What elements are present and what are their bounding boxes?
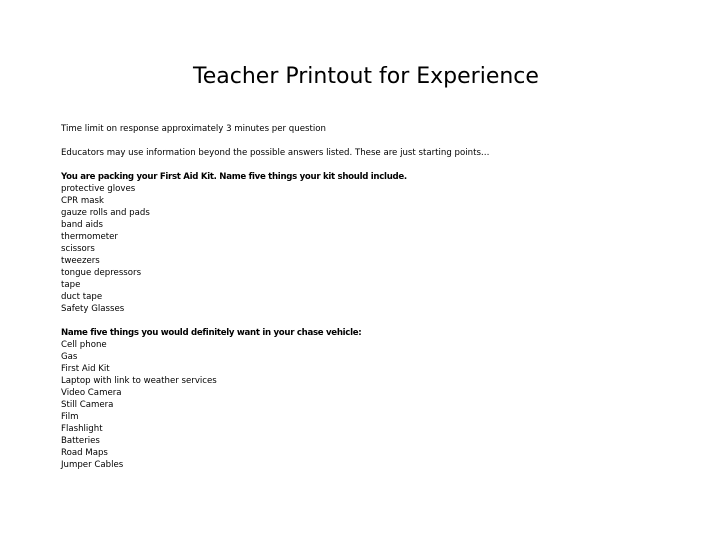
spacer [61, 159, 681, 171]
question-block-chase-vehicle [61, 327, 681, 471]
answer-item: Safety Glasses [61, 304, 125, 314]
answer-item: Batteries [61, 436, 100, 446]
answer-item: CPR mask [61, 196, 104, 206]
page-title: Teacher Printout for Experience [193, 64, 539, 89]
time-limit-text: Time limit on response approximately 3 minutes per question [61, 124, 326, 134]
answer-item: Road Maps [61, 448, 108, 458]
answer-item: Film [61, 412, 79, 422]
answer-item: protective gloves [61, 184, 136, 194]
answer-item: Laptop with link to weather services [61, 376, 217, 386]
question-block-first-aid [61, 171, 681, 315]
answer-item: Cell phone [61, 340, 107, 350]
answer-item: Flashlight [61, 424, 103, 434]
answer-item: scissors [61, 244, 95, 254]
question-prompt: Name five things you would definitely want in your chase vehicle: [61, 328, 362, 338]
answer-item: Still Camera [61, 400, 114, 410]
spacer [61, 135, 681, 147]
answer-item: gauze rolls and pads [61, 208, 150, 218]
answer-item: tape [61, 280, 81, 290]
educators-note: Educators may use information beyond the possible answers listed. These are just starting points… [61, 148, 490, 158]
answer-list [61, 183, 681, 315]
question-prompt: You are packing your First Aid Kit. Name five things your kit should include. [61, 172, 407, 182]
answer-item: Video Camera [61, 388, 122, 398]
answer-item: tweezers [61, 256, 100, 266]
answer-item: Gas [61, 352, 78, 362]
answer-list [61, 339, 681, 471]
spacer [61, 315, 681, 327]
answer-item: tongue depressors [61, 268, 142, 278]
answer-item: thermometer [61, 232, 118, 242]
answer-item: duct tape [61, 292, 103, 302]
answer-item: First Aid Kit [61, 364, 110, 374]
content-body [61, 123, 681, 471]
answer-item: Jumper Cables [61, 460, 124, 470]
answer-item: band aids [61, 220, 103, 230]
